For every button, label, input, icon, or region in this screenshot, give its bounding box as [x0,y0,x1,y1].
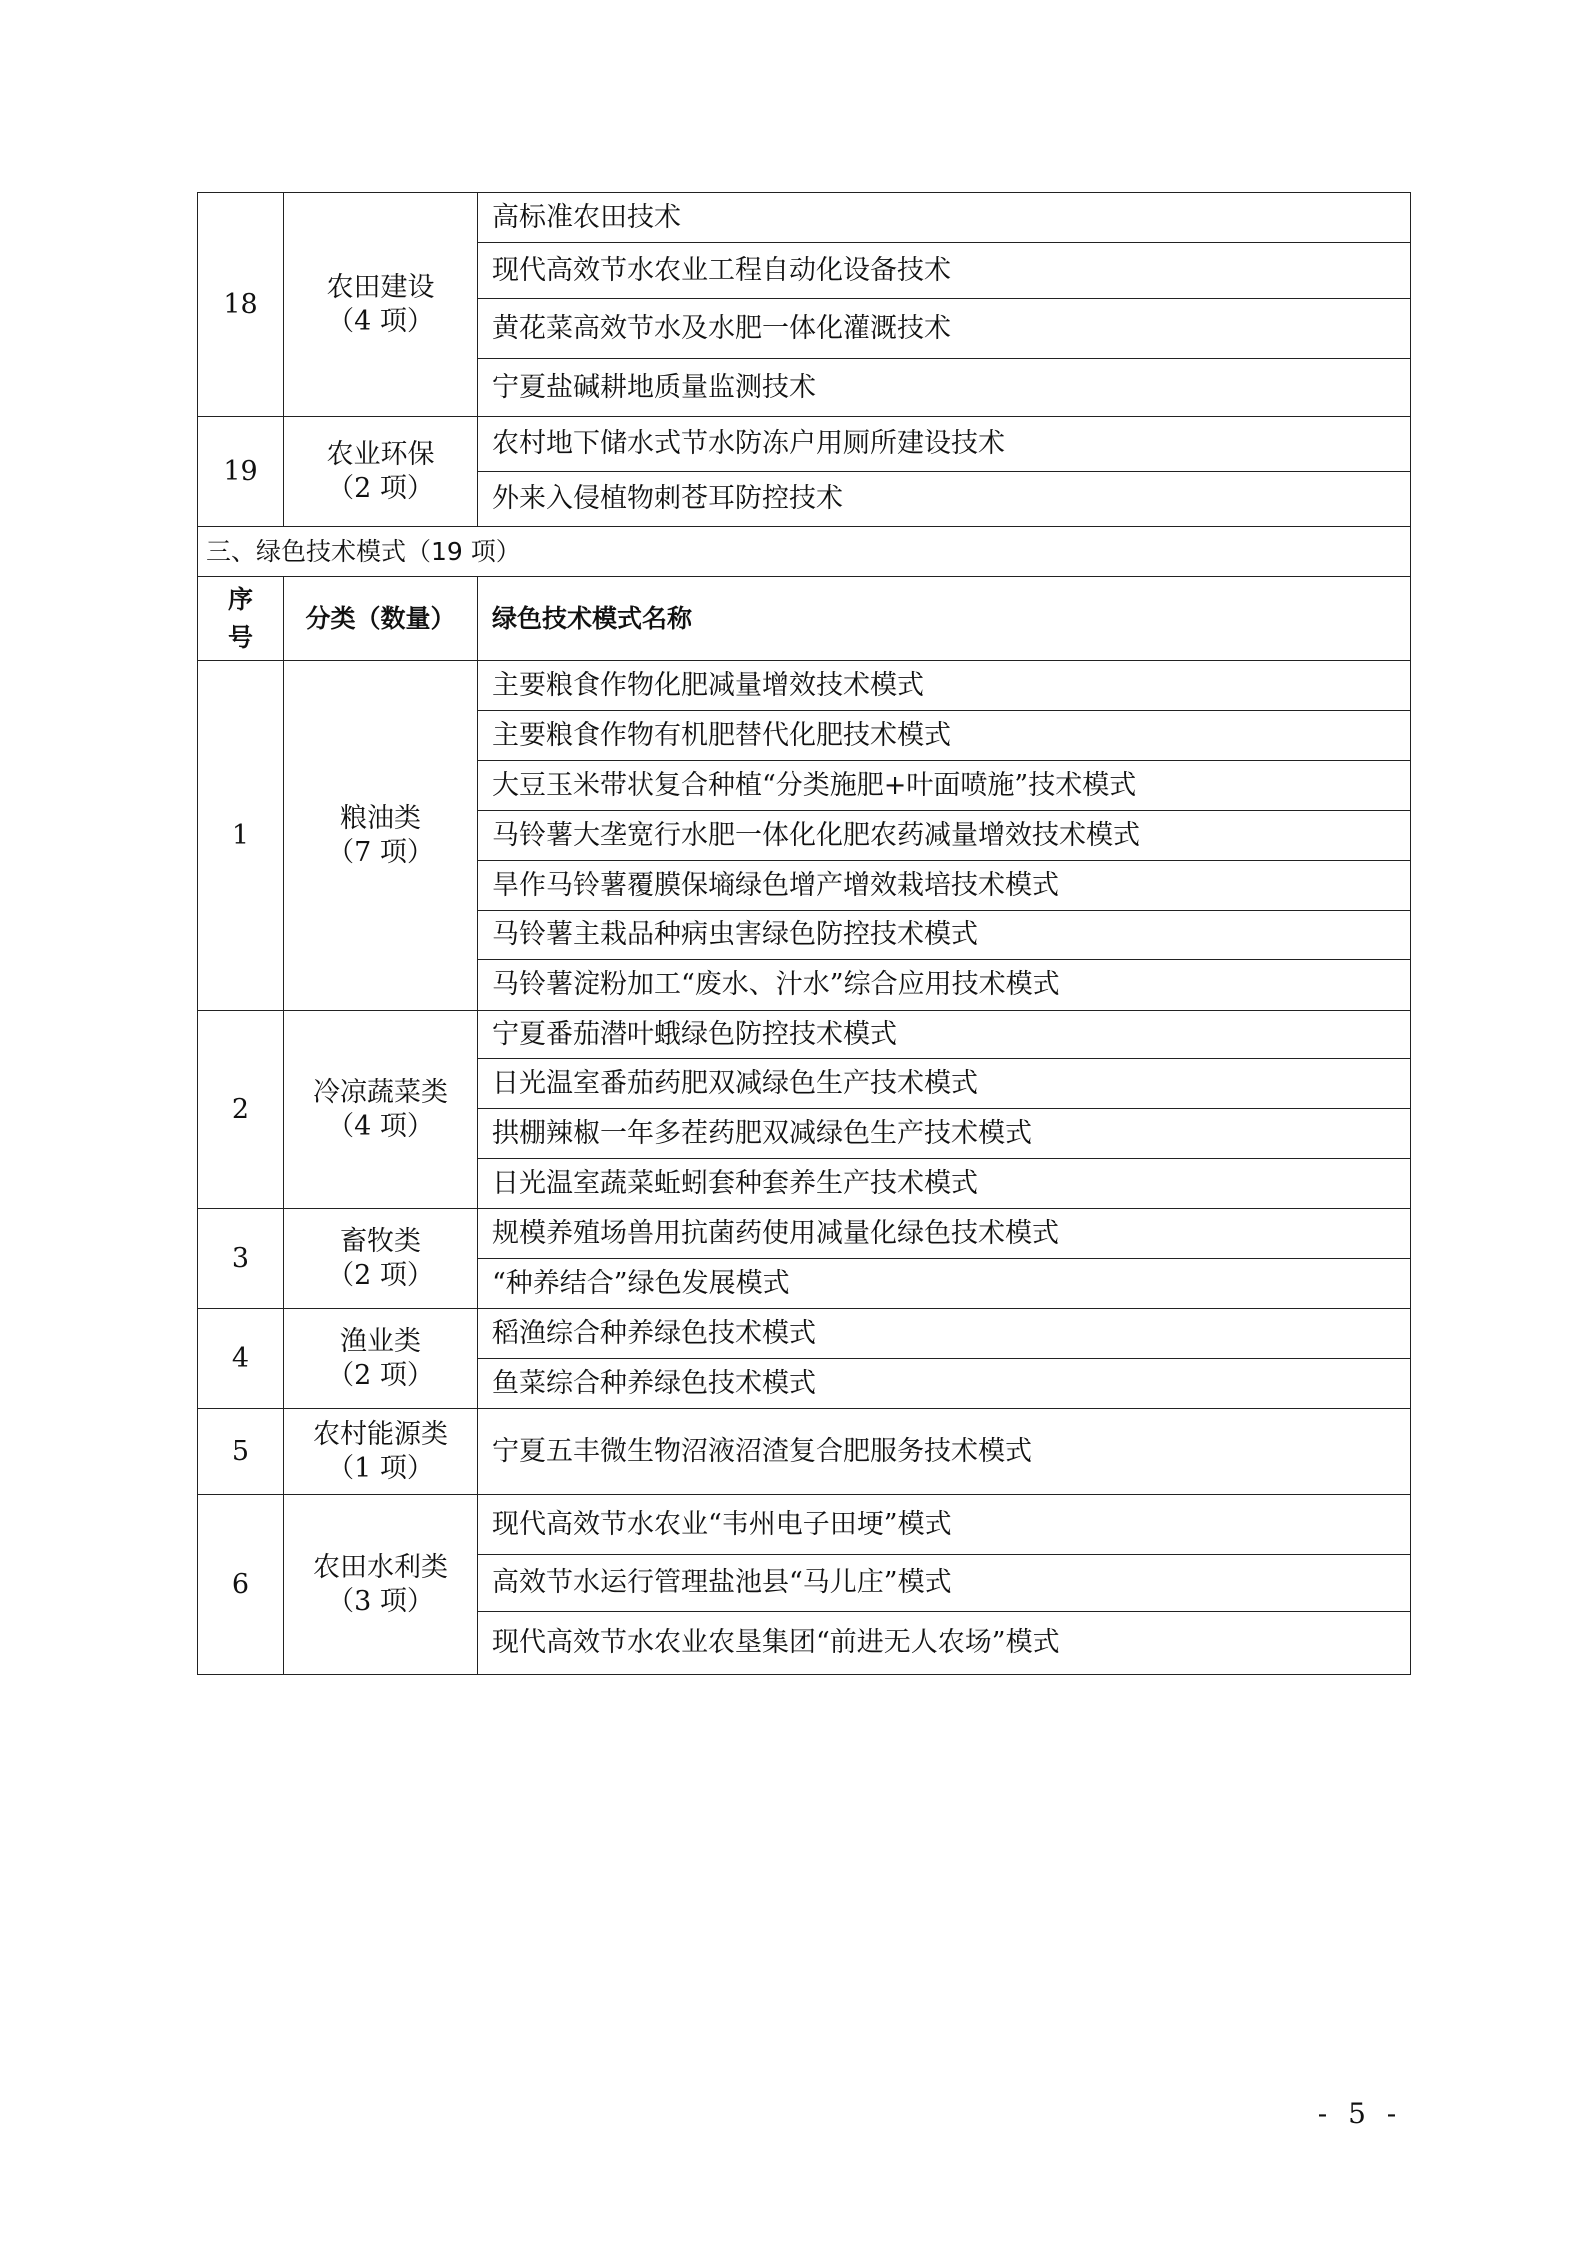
header-num-line1: 序 [227,584,253,614]
category-cell [284,1011,478,1209]
item-name: 高效节水运行管理盐池县“马儿庄”模式 [478,1555,1411,1612]
row-number: 3 [198,1209,284,1309]
category-name: 渔业类 [340,1325,421,1357]
item-name: 农村地下储水式节水防冻户用厕所建设技术 [478,417,1411,472]
item-name: 旱作马铃薯覆膜保墒绿色增产增效栽培技术模式 [478,861,1411,911]
table-row [198,417,1411,472]
item-name: 现代高效节水农业工程自动化设备技术 [478,243,1411,299]
table-row [198,661,1411,711]
row-number: 18 [198,193,284,417]
table-row [198,1011,1411,1059]
item-name: 高标准农田技术 [478,193,1411,243]
item-name: 现代高效节水农业农垦集团“前进无人农场”模式 [478,1612,1411,1675]
section-row [198,527,1411,577]
table-row [198,1209,1411,1259]
category-name: 农田建设 [326,271,435,303]
category-name: 农田水利类 [313,1551,448,1583]
row-number: 6 [198,1495,284,1675]
section-title: 三、绿色技术模式（19 项） [198,527,1411,577]
item-name: 主要粮食作物化肥减量增效技术模式 [478,661,1411,711]
header-name: 绿色技术模式名称 [478,577,1411,661]
category-cell [284,1309,478,1409]
category-name: 畜牧类 [340,1225,421,1257]
item-name: 主要粮食作物有机肥替代化肥技术模式 [478,711,1411,761]
item-name: 大豆玉米带状复合种植“分类施肥+叶面喷施”技术模式 [478,761,1411,811]
item-name: 宁夏番茄潜叶蛾绿色防控技术模式 [478,1011,1411,1059]
category-count: （1 项） [327,1452,434,1484]
header-num-line2: 号 [227,622,253,652]
item-name: 现代高效节水农业“韦州电子田埂”模式 [478,1495,1411,1555]
item-name: 稻渔综合种养绿色技术模式 [478,1309,1411,1359]
table-row [198,193,1411,243]
table-row [198,1409,1411,1495]
item-name: 日光温室番茄药肥双减绿色生产技术模式 [478,1059,1411,1109]
row-number: 5 [198,1409,284,1495]
item-name: 日光温室蔬菜蚯蚓套种套养生产技术模式 [478,1159,1411,1209]
header-row [198,577,1411,661]
category-count: （3 项） [327,1585,434,1617]
category-name: 农业环保 [326,438,435,470]
item-name: 拱棚辣椒一年多茬药肥双减绿色生产技术模式 [478,1109,1411,1159]
category-count: （4 项） [327,1110,434,1142]
row-number: 2 [198,1011,284,1209]
category-count: （7 项） [327,836,434,868]
technology-table [197,192,1411,1675]
table-row [198,1309,1411,1359]
item-name: “种养结合”绿色发展模式 [478,1259,1411,1309]
category-cell [284,193,478,417]
item-name: 外来入侵植物刺苍耳防控技术 [478,472,1411,527]
item-name: 黄花菜高效节水及水肥一体化灌溉技术 [478,299,1411,359]
category-count: （2 项） [327,1359,434,1391]
category-name: 农村能源类 [313,1418,448,1450]
table-row [198,1495,1411,1555]
row-number: 19 [198,417,284,527]
category-cell [284,1209,478,1309]
item-name: 马铃薯淀粉加工“废水、汁水”综合应用技术模式 [478,960,1411,1011]
category-count: （2 项） [327,1259,434,1291]
item-name: 宁夏盐碱耕地质量监测技术 [478,359,1411,417]
item-name: 马铃薯主栽品种病虫害绿色防控技术模式 [478,911,1411,960]
category-cell [284,417,478,527]
category-count: （4 项） [327,305,434,337]
page-number: - 5 - [1317,2097,1403,2130]
category-name: 冷凉蔬菜类 [313,1076,448,1108]
category-count: （2 项） [327,472,434,504]
category-cell [284,1495,478,1675]
item-name: 鱼菜综合种养绿色技术模式 [478,1359,1411,1409]
header-num [198,577,284,661]
item-name: 宁夏五丰微生物沼液沼渣复合肥服务技术模式 [478,1409,1411,1495]
item-name: 马铃薯大垄宽行水肥一体化化肥农药减量增效技术模式 [478,811,1411,861]
row-number: 4 [198,1309,284,1409]
category-cell [284,1409,478,1495]
item-name: 规模养殖场兽用抗菌药使用减量化绿色技术模式 [478,1209,1411,1259]
category-cell [284,661,478,1011]
category-name: 粮油类 [340,802,421,834]
row-number: 1 [198,661,284,1011]
header-category: 分类（数量） [284,577,478,661]
